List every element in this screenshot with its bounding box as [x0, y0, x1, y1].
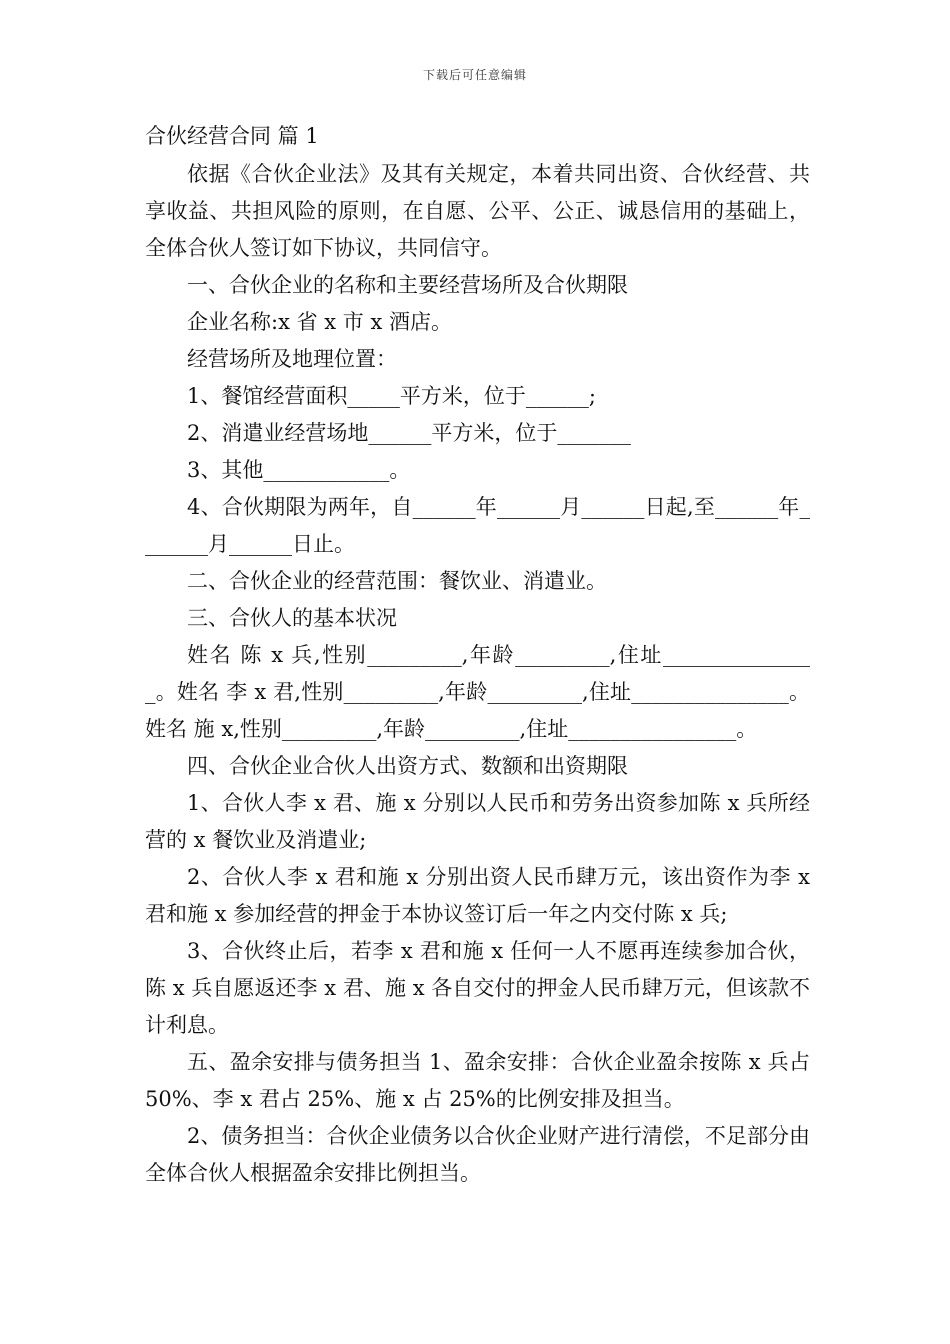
- location-item-1: 1、餐馆经营面积_____平方米，位于______;: [187, 384, 596, 408]
- location-item-3: 3、其他____________。: [187, 458, 411, 482]
- location-item-2: 2、消遣业经营场地______平方米，位于_______: [187, 421, 631, 445]
- section-2-heading: 二、合伙企业的经营范围：餐饮业、消遣业。: [187, 569, 607, 593]
- intro-paragraph: 依据《合伙企业法》及其有关规定，本着共同出资、合伙经营、共享收益、共担风险的原则，在自愿、公平、公正、诚恳信用的基础上，全体合伙人签订如下协议，共同信守。: [145, 162, 810, 260]
- enterprise-name: 企业名称:x 省 x 市 x 酒店。: [187, 310, 452, 334]
- location-heading: 经营场所及地理位置：: [187, 347, 397, 371]
- contribution-item-1: 1、合伙人李 x 君、施 x 分别以人民币和劳务出资参加陈 x 兵所经营的 x 餐饮业及消遣业;: [145, 791, 810, 852]
- section-3-heading: 三、合伙人的基本状况: [187, 606, 397, 630]
- contribution-item-2: 2、合伙人李 x 君和施 x 分别出资人民币肆万元，该出资作为李 x 君和施 x 参加经营的押金于本协议签订后一年之内交付陈 x 兵;: [145, 865, 810, 926]
- section-5-profit: 五、盈余安排与债务担当 1、盈余安排：合伙企业盈余按陈 x 兵占 50%、李 x 君占 25%、施 x 占 25%的比例安排及担当。: [145, 1050, 810, 1111]
- section-4-heading: 四、合伙企业合伙人出资方式、数额和出资期限: [187, 754, 628, 778]
- document-body: [145, 118, 810, 1192]
- contribution-item-3: 3、合伙终止后，若李 x 君和施 x 任何一人不愿再连续参加合伙，陈 x 兵自愿返还李 x 君、施 x 各自交付的押金人民币肆万元，但该款不计利息。: [145, 939, 810, 1037]
- section-5-debt: 2、债务担当：合伙企业债务以合伙企业财产进行清偿，不足部分由全体合伙人根据盈余安排比例担当。: [145, 1124, 810, 1185]
- document-title: 合伙经营合同 篇 1: [145, 124, 319, 148]
- section-1-heading: 一、合伙企业的名称和主要经营场所及合伙期限: [187, 273, 628, 297]
- partnership-term: 4、合伙期限为两年，自______年______月______日起,至______年_______月______日止。: [145, 495, 810, 556]
- partners-info: 姓名 陈 x 兵,性别_________,年龄_________,住址_______________。姓名 李 x 君,性别_________,年龄_________,住址_______________。 姓名 施 x,性别_________,年龄_________,住址________________。: [145, 643, 810, 741]
- page-header-note: 下载后可任意编辑: [422, 68, 527, 82]
